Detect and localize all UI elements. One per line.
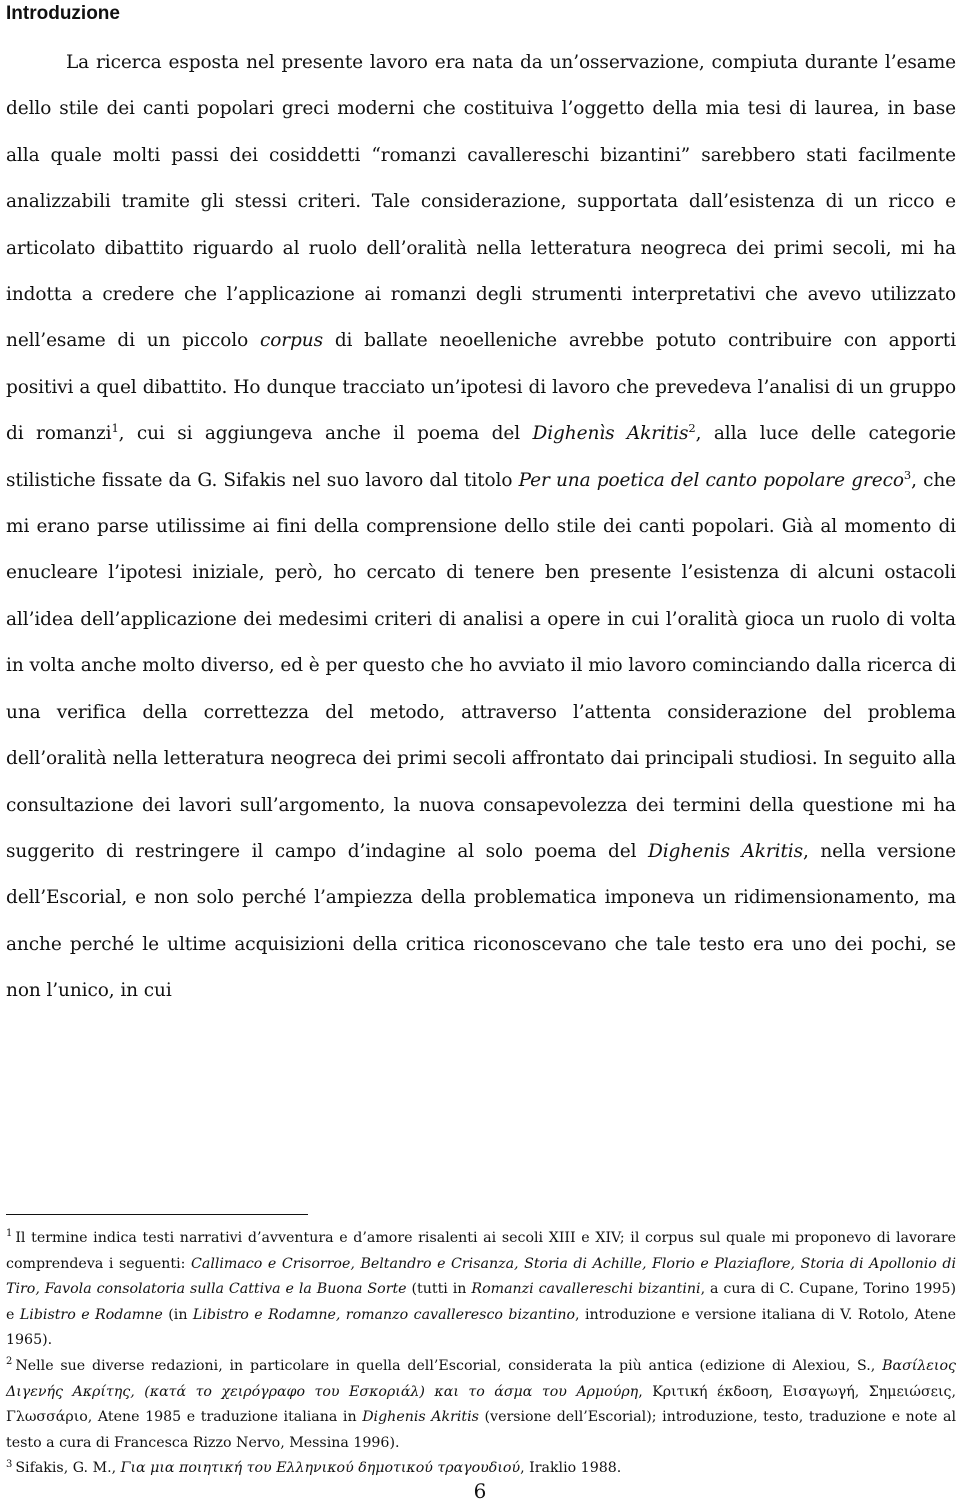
footnote-2 [6,1354,956,1456]
text-run: La ricerca esposta nel presente lavoro era nata da un’osservazione, compiuta durante l’esame dello stile dei canti popolari greci moderni che costituiva l’oggetto della mia tesi di laurea, in base alla quale molti passi dei cosiddetti “romanzi cavallereschi bizantini” sarebbero stati facilmente analizzabili tramite gli stessi criteri. Tale considerazione, supportata dall’esistenza di un ricco e articolato dibattito riguardo al ruolo dell’oralità nella letteratura neogreca dei primi secoli, mi ha indotta a credere che l’applicazione ai romanzi degli strumenti interpretativi che avevo utilizzato nell’esame di un piccolo [6,52,956,352]
footnote-number: 3 [6,1458,13,1470]
footnote-italic: Romanzi cavallereschi bizantini [471,1281,701,1298]
text-run: , che mi erano parse utilissime ai fini della comprensione dello stile dei canti popolari. Già al momento di enucleare l’ipotesi iniziale, però, ho cercato di tenere ben presente l’esistenza di alcuni ostacoli all’idea dell’applicazione dei medesimi criteri di analisi a opere in cui l’oralità gioca un ruolo di volta in volta anche molto diverso, ed è per questo che ho avviato il mio lavoro cominciando dalla ricerca di una verifica della correttezza del metodo, attraverso l’attenta considerazione del problema dell’oralità nella letteratura neogreca dei primi secoli affrontato dai principali studiosi. In seguito alla consultazione dei lavori sull’argomento, la nuova consapevolezza dei termini della questione mi ha suggerito di restringere il campo d’indagine al solo poema del [6,469,956,862]
footnote-text: Sifakis, G. M., [15,1460,117,1477]
italic-title: Dighenis Akritis [648,840,804,862]
footnote-ref-1[interactable]: 1 [111,421,119,436]
footnote-text: , Κριτική έκδοση, Εισαγωγή, Σημειώσεις, Γλωσσάριο, Atene 1985 e traduzione italiana in [6,1383,956,1426]
page-number: 6 [473,1479,487,1503]
footnote-text: , introduzione e versione italiana di V. Rotolo, Atene 1965). [6,1306,956,1349]
italic-term: corpus [259,330,323,352]
footnote-number: 1 [6,1228,13,1240]
text-run: , alla luce delle categorie stilistiche fissate da G. Sifakis nel suo lavoro dal titolo [6,423,957,491]
text-run: di ballate neoelleniche avrebbe potuto contribuire con apporti positivi a quel dibattito. Ho dunque tracciato un’ipotesi di lavoro che prevedeva l’analisi di un gruppo di romanzi [6,330,957,445]
footnote-text: (versione dell’Escorial); introduzione, testo, traduzione e note al testo a cura di Francesca Rizzo Nervo, Messina 1996). [6,1409,957,1451]
footnote-italic: Libistro e Rodamne [19,1306,163,1323]
footnote-number: 2 [6,1356,13,1368]
footnote-text: , Iraklio 1988. [520,1460,622,1477]
footnote-text: (tutti in [411,1281,467,1298]
footnote-text: Il termine indica testi narrativi d’avventura e d’amore risalenti ai secoli XIII e XIV; il corpus sul quale mi proponevo di lavorare comprendeva i seguenti: [6,1230,956,1272]
footnote-1 [6,1226,956,1354]
text-run: , cui si aggiungeva anche il poema del [118,423,521,445]
body-paragraph [6,40,956,1015]
footnote-text: , a cura di C. Cupane, Torino 1995) e [6,1281,956,1323]
text-run: , nella versione dell’Escorial, e non solo perché l’ampiezza della problematica imponeva un ridimensionamento, ma anche perché le ultime acquisizioni della critica riconoscevano che tale testo era uno dei pochi, se non l’unico, in cui [6,840,956,1002]
footnote-ref-3[interactable]: 3 [903,467,912,482]
footnote-ref-2[interactable]: 2 [688,421,696,436]
footnote-italic: Για μια ποιητική του Ελληνικού δημοτικού τραγουδιού [120,1460,521,1477]
footnote-italic: Libistro e Rodamne, romanzo cavalleresco bizantino [192,1306,575,1323]
footnote-text: (in [168,1306,188,1323]
section-heading: Introduzione [6,3,120,24]
footnote-italic: Callimaco e Crisorroe, Beltandro e Crisanza, Storia di Achille, Florio e Plaziaflore, Storia di Apollonio di Tiro, Favola consolatoria sulla Cattiva e la Buona Sorte [6,1255,957,1298]
italic-title: Per una poetica del canto popolare greco [518,469,904,491]
italic-title: Dighenìs Akritis [532,423,689,445]
footnote-divider [6,1214,308,1215]
footnote-text: Nelle sue diverse redazioni, in particolare in quella dell’Escorial, considerata la più antica (edizione di Alexiou, S., [15,1357,876,1374]
footnotes [6,1226,956,1482]
footnote-italic: Dighenis Akritis [362,1409,479,1426]
footnote-italic: Βασίλειος Διγενής Ακρίτης, (κατά το χειρόγραφο του Εσκοριάλ) και το άσμα του Αρμούρη [6,1357,956,1400]
